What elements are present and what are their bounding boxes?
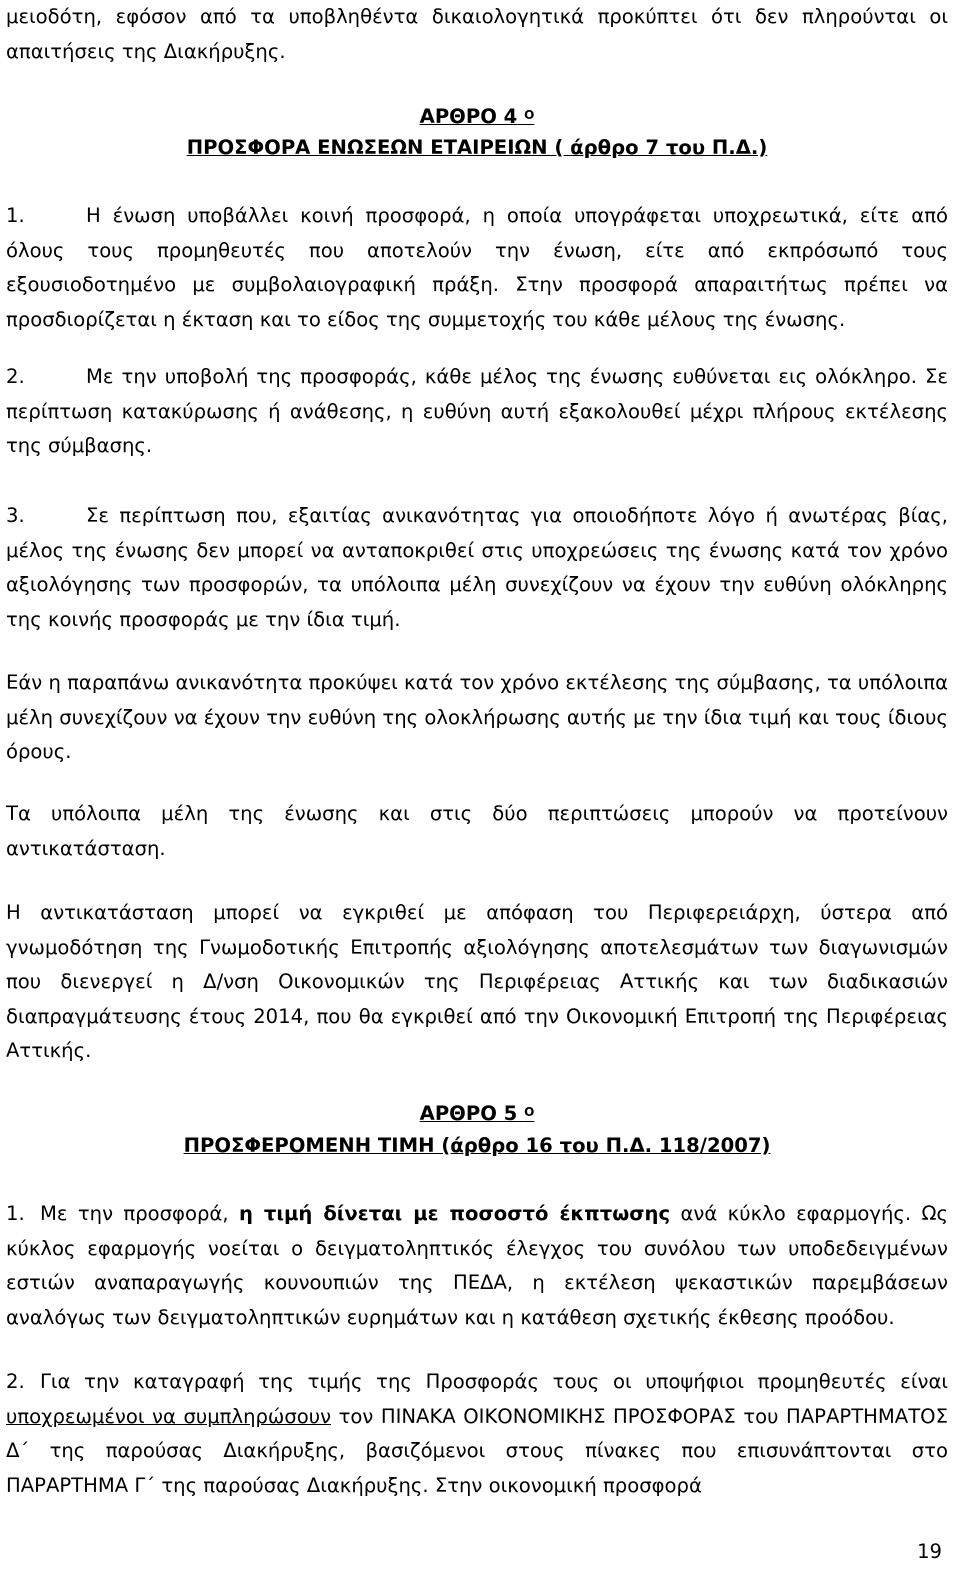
paragraph-number: 3.	[6, 504, 25, 527]
paragraph-text: Η αντικατάσταση μπορεί να εγκριθεί με απόφαση του Περιφερειάρχη, ύστερα από γνωμοδότηση της Γνωμοδοτικής Επιτροπής αξιολόγησης αποτελεσμάτων των διαγωνισμών που διενεργεί η Δ/νση Οικονομικών της Περιφέρειας Αττικής και των διαδικασιών διαπραγμάτευσης έτους 2014, που θα εγκριθεί από την Οικονομική Επιτροπή της Περιφέρειας Αττικής.	[6, 901, 948, 1062]
article-4-title-sup: Ο	[524, 108, 535, 122]
article-4-paragraph-4	[6, 666, 948, 770]
article-5-paragraph-2	[6, 1365, 948, 1503]
article-4-paragraph-1	[6, 199, 948, 337]
intro-paragraph	[6, 0, 948, 69]
paragraph-number: 2.	[6, 1370, 25, 1393]
page-number: 19	[917, 1540, 942, 1563]
paragraph-bold-text: η τιμή δίνεται με ποσοστό έκπτωσης	[238, 1202, 671, 1225]
article-4-title: ΑΡΘΡΟ 4	[419, 105, 518, 128]
article-5-subtitle: ΠΡΟΣΦΕΡΟΜΕΝΗ ΤΙΜΗ (άρθρο 16 του Π.Δ. 118/2007)	[183, 1134, 771, 1157]
article-5-title-sup: Ο	[524, 1105, 535, 1119]
article-4-paragraph-2	[6, 360, 948, 464]
paragraph-text: Με την υποβολή της προσφοράς, κάθε μέλος της ένωσης ευθύνεται εις ολόκληρο. Σε περίπτωση κατακύρωσης ή ανάθεσης, η ευθύνη αυτή εξακολουθεί μέχρι πλήρους εκτέλεσης της σύμβασης.	[6, 365, 948, 457]
article-4-heading	[6, 100, 948, 135]
article-5-title: ΑΡΘΡΟ 5	[419, 1102, 518, 1125]
paragraph-text: ανά κύκλο εφαρμογής. Ως κύκλος εφαρμογής νοείται ο δειγματοληπτικός έλεγχος του συνόλου των υποδεδειγμένων εστιών αναπαραγωγής κουνουπιών της ΠΕΔΑ, η εκτέλεση ψεκαστικών παρεμβάσεων αναλόγως των δειγματοληπτικών ευρημάτων και η κατάθεση σχετικής έκθεσης προόδου.	[6, 1202, 948, 1329]
paragraph-text: Εάν η παραπάνω ανικανότητα προκύψει κατά τον χρόνο εκτέλεσης της σύμβασης, τα υπόλοιπα μέλη συνεχίζουν να έχουν την ευθύνη της ολοκλήρωσης αυτής με την ίδια τιμή και τους ίδιους όρους.	[6, 671, 948, 763]
paragraph-text: τον ΠΙΝΑΚΑ ΟΙΚΟΝΟΜΙΚΗΣ ΠΡΟΣΦΟΡΑΣ του ΠΑΡΑΡΤΗΜΑΤΟΣ Δ΄ της παρούσας Διακήρυξης, βασιζόμενοι στους πίνακες που επισυνάπτονται στο ΠΑΡΑΡΤΗΜΑ Γ΄ της παρούσας Διακήρυξης. Στην οικονομική προσφορά	[6, 1404, 948, 1497]
paragraph-number: 1.	[6, 1202, 25, 1225]
article-5-paragraph-1	[6, 1197, 948, 1335]
article-5-heading	[6, 1097, 948, 1132]
paragraph-number: 2.	[6, 365, 25, 388]
paragraph-text: Τα υπόλοιπα μέλη της ένωσης και στις δύο περιπτώσεις μπορούν να προτείνουν αντικατάσταση.	[6, 802, 948, 860]
paragraph-underlined-text: υποχρεωμένοι να συμπληρώσουν	[6, 1404, 332, 1428]
article-4-paragraph-6	[6, 896, 948, 1069]
article-4-subtitle: ΠΡΟΣΦΟΡΑ ΕΝΩΣΕΩΝ ΕΤΑΙΡΕΙΩΝ ( άρθρο 7 του Π.Δ.)	[186, 136, 768, 159]
intro-text: μειοδότη, εφόσον από τα υποβληθέντα δικαιολογητικά προκύπτει ότι δεν πληρούνται οι απαιτήσεις της Διακήρυξης.	[6, 5, 948, 63]
paragraph-text: Σε περίπτωση που, εξαιτίας ανικανότητας για οποιοδήποτε λόγο ή ανωτέρας βίας, μέλος της ένωσης δεν μπορεί να ανταποκριθεί στις υποχρεώσεις της ένωσης κατά τον χρόνο αξιολόγησης των προσφορών, τα υπόλοιπα μέλη συνεχίζουν να έχουν την ευθύνη ολόκληρης της κοινής προσφοράς με την ίδια τιμή.	[6, 504, 948, 631]
article-4-paragraph-3	[6, 499, 948, 637]
paragraph-text: Με την προσφορά,	[40, 1202, 239, 1225]
paragraph-text: Για την καταγραφή της τιμής της Προσφοράς τους οι υποψήφιοι προμηθευτές είναι	[40, 1370, 948, 1393]
paragraph-number: 1.	[6, 204, 25, 227]
paragraph-text: Η ένωση υποβάλλει κοινή προσφορά, η οποία υπογράφεται υποχρεωτικά, είτε από όλους τους προμηθευτές που αποτελούν την ένωση, είτε από εκπρόσωπό τους εξουσιοδοτημένο με συμβολαιογραφική πράξη. Στην προσφορά απαραιτήτως πρέπει να προσδιορίζεται η έκταση και το είδος της συμμετοχής του κάθε μέλους της ένωσης.	[6, 204, 948, 331]
article-4-paragraph-5	[6, 797, 948, 866]
